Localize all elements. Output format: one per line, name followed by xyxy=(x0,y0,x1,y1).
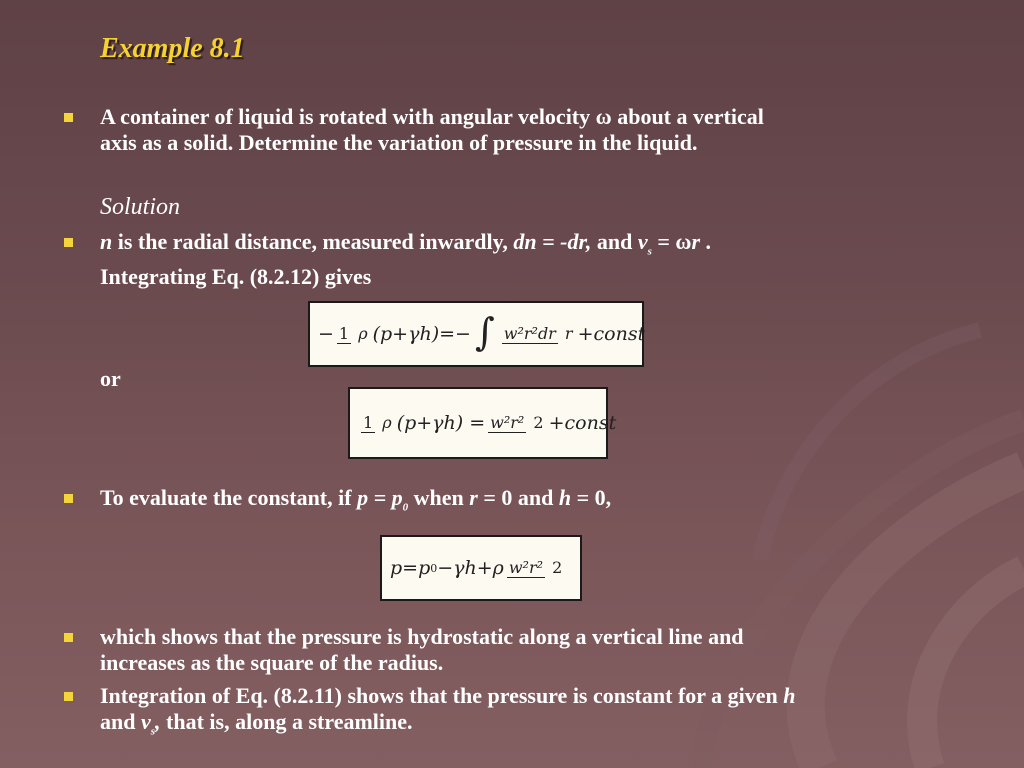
var-r: r xyxy=(691,229,701,254)
eq-expression: +const xyxy=(548,412,617,434)
bullet-line: axis as a solid. Determine the variation of pressure in the liquid. xyxy=(100,130,698,155)
text-segment: Integration of Eq. (8.2.11) shows that the pressure is constant for a given xyxy=(100,683,784,708)
equation-integral xyxy=(308,301,644,367)
bullet-line: Integrating Eq. (8.2.12) gives xyxy=(100,264,372,290)
bullet-text xyxy=(100,624,960,676)
eq-minus: − xyxy=(318,323,334,345)
text-segment: and xyxy=(100,709,141,734)
bullet-marker xyxy=(64,633,73,642)
bullet-marker xyxy=(64,113,73,122)
subscript-0: 0 xyxy=(430,561,438,575)
integral-sign: ∫ xyxy=(474,310,495,354)
var-v: v xyxy=(140,709,151,734)
frac-numerator: 1 xyxy=(338,323,350,343)
bullet-line: A container of liquid is rotated with angular velocity ω about a vertical xyxy=(100,104,764,129)
eq-expression: p=p xyxy=(390,557,431,579)
eq-expression: (p+γh) = xyxy=(396,412,486,434)
text-segment: that is, along a streamline. xyxy=(160,709,413,734)
text-segment: and xyxy=(591,229,638,254)
text-segment: when xyxy=(408,485,470,510)
frac-denominator: ρ xyxy=(382,412,392,432)
text-segment: To evaluate the constant, if xyxy=(100,485,358,510)
bullet-item-streamline xyxy=(64,683,964,739)
bullet-line: which shows that the pressure is hydrostatic along a vertical line and xyxy=(100,624,744,649)
frac-numerator: w²r²dr xyxy=(503,323,556,343)
eq-expression: (p+γh)=− xyxy=(372,323,471,345)
bullet-text xyxy=(100,104,960,156)
slide-title: Example 8.1 xyxy=(100,33,245,64)
bullet-line xyxy=(100,709,960,744)
bullet-item-radial xyxy=(64,229,964,290)
bullet-item-problem xyxy=(64,104,964,160)
eq-fraction xyxy=(502,325,575,344)
eq-fraction xyxy=(507,559,564,578)
equation-pressure xyxy=(380,535,582,601)
text-segment: , xyxy=(155,709,161,734)
subscript-s: s xyxy=(150,725,156,738)
frac-numerator: w²r² xyxy=(490,412,525,432)
eq-fraction xyxy=(337,325,370,344)
var-r: r xyxy=(469,485,478,510)
var-h: h xyxy=(558,485,572,510)
bullet-line: increases as the square of the radius. xyxy=(100,650,444,675)
subscript-0: 0 xyxy=(402,501,409,514)
expr-dn: dn = -dr, xyxy=(513,229,592,254)
bullet-text xyxy=(100,683,960,744)
eq-expression: +const xyxy=(577,323,646,345)
frac-denominator: ρ xyxy=(358,323,368,343)
frac-denominator: 2 xyxy=(533,412,544,432)
text-segment: . xyxy=(700,229,712,254)
expr-p: p = p xyxy=(357,485,403,510)
bullet-marker xyxy=(64,494,73,503)
var-h: h xyxy=(783,683,796,708)
bullet-line xyxy=(100,229,960,264)
bullet-text xyxy=(100,229,960,290)
frac-numerator: w²r² xyxy=(508,557,544,577)
var-n: n xyxy=(100,229,113,254)
bullet-item-hydrostatic xyxy=(64,624,964,680)
text-segment: is the radial distance, measured inwardly, xyxy=(112,229,514,254)
frac-numerator: 1 xyxy=(363,412,374,432)
solution-label: Solution xyxy=(100,194,181,220)
eq-fraction xyxy=(361,414,394,433)
subscript-s: s xyxy=(647,245,652,258)
bullet-marker xyxy=(64,238,73,247)
text-segment: = 0 and xyxy=(477,485,559,510)
bullet-marker xyxy=(64,692,73,701)
bullet-line xyxy=(100,683,960,709)
or-label: or xyxy=(100,366,121,391)
bullet-item-constant xyxy=(64,485,964,515)
eq-fraction xyxy=(488,414,545,433)
eq-expression: −γh+ρ xyxy=(437,557,504,579)
text-segment: = ω xyxy=(651,229,692,254)
var-v: v xyxy=(637,229,648,254)
bullet-text xyxy=(100,485,960,520)
frac-denominator: r xyxy=(564,323,573,343)
text-segment: = 0, xyxy=(571,485,612,510)
bullet-line xyxy=(100,485,960,520)
frac-denominator: 2 xyxy=(552,557,563,577)
equation-result xyxy=(348,387,617,459)
